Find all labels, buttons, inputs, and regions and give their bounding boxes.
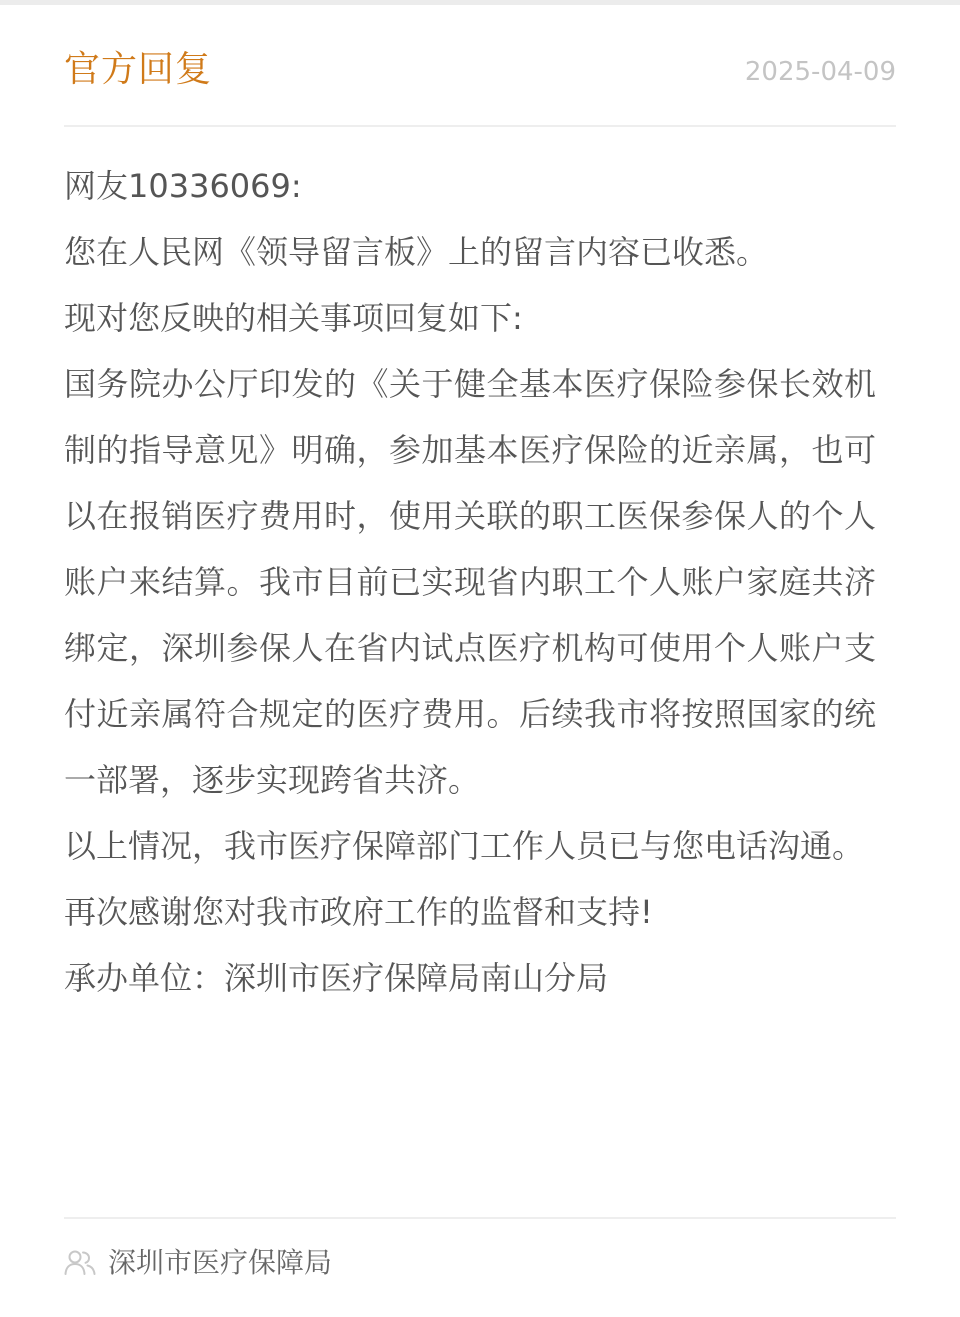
top-strip (0, 0, 960, 5)
greeting: 网友10336069: (64, 167, 302, 205)
reply-content (64, 153, 896, 1011)
reply-body: 国务院办公厅印发的《关于健全基本医疗保险参保长效机制的指导意见》明确，参加基本医疗保险的近亲属，也可以在报销医疗费用时，使用关联的职工医保参保人的个人账户来结算。我市目前已实现省内职工个人账户家庭共济绑定，深圳参保人在省内试点医疗机构可使用个人账户支付近亲属符合规定的医疗费用。后续我市将按照国家的统一部署，逐步实现跨省共济。 (64, 365, 876, 799)
received-notice: 您在人民网《领导留言板》上的留言内容已收悉。 (64, 233, 769, 271)
thanks-line: 再次感谢您对我市政府工作的监督和支持! (64, 893, 653, 931)
reply-footer (64, 1243, 332, 1283)
handler-unit: 承办单位：深圳市医疗保障局南山分局 (64, 959, 609, 997)
footer-divider (64, 1217, 896, 1219)
reply-intro: 现对您反映的相关事项回复如下: (64, 299, 523, 337)
reply-date: 2025-04-09 (744, 57, 896, 87)
reply-header (64, 40, 896, 100)
official-reply-title: 官方回复 (64, 49, 213, 90)
organization-name: 深圳市医疗保障局 (108, 1246, 333, 1279)
header-divider (64, 125, 896, 127)
contact-notice: 以上情况，我市医疗保障部门工作人员已与您电话沟通。 (64, 827, 865, 865)
users-icon (64, 1248, 98, 1278)
